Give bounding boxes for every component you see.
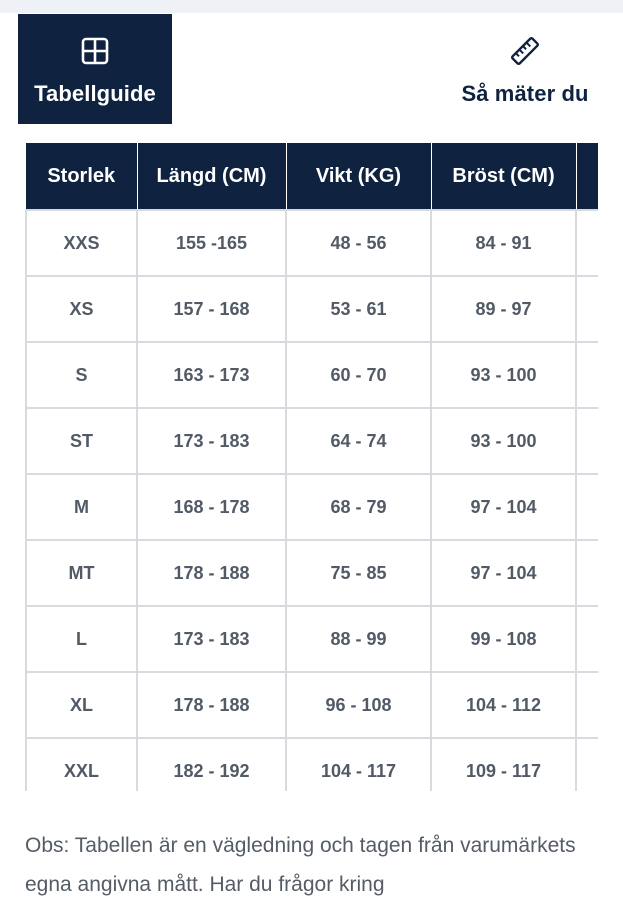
cell-size: MT xyxy=(26,540,137,606)
cell-chest: 104 - 112 xyxy=(431,672,576,738)
table-row xyxy=(26,672,598,738)
cell-size: L xyxy=(26,606,137,672)
cell-next xyxy=(576,672,598,738)
table-row xyxy=(26,342,598,408)
cell-length: 173 - 183 xyxy=(137,606,286,672)
size-table-scroll[interactable] xyxy=(25,143,598,791)
cell-chest: 93 - 100 xyxy=(431,408,576,474)
cell-chest: 97 - 104 xyxy=(431,474,576,540)
cell-size: ST xyxy=(26,408,137,474)
tab-how-to-measure-label: Så mäter du xyxy=(461,81,589,106)
cell-chest: 89 - 97 xyxy=(431,276,576,342)
cell-length: 182 - 192 xyxy=(137,738,286,791)
disclaimer-note: Obs: Tabellen är en vägledning och tagen från varumärkets egna angivna mått. Har du frågor kring xyxy=(25,834,576,896)
column-header-length: Längd (CM) xyxy=(137,143,286,210)
cell-next xyxy=(576,342,598,408)
cell-length: 157 - 168 xyxy=(137,276,286,342)
cell-weight: 88 - 99 xyxy=(286,606,431,672)
cell-size: S xyxy=(26,342,137,408)
column-header-weight: Vikt (KG) xyxy=(286,143,431,210)
table-row xyxy=(26,210,598,276)
cell-weight: 75 - 85 xyxy=(286,540,431,606)
table-row xyxy=(26,474,598,540)
cell-weight: 68 - 79 xyxy=(286,474,431,540)
cell-weight: 53 - 61 xyxy=(286,276,431,342)
size-table xyxy=(25,143,598,791)
grid-icon xyxy=(80,36,110,66)
tab-how-to-measure[interactable] xyxy=(455,14,595,124)
cell-size: XS xyxy=(26,276,137,342)
ruler-icon xyxy=(510,36,540,66)
column-header-chest: Bröst (CM) xyxy=(431,143,576,210)
cell-length: 168 - 178 xyxy=(137,474,286,540)
cell-size: M xyxy=(26,474,137,540)
cell-length: 173 - 183 xyxy=(137,408,286,474)
column-header-size: Storlek xyxy=(26,143,137,210)
table-row xyxy=(26,738,598,791)
table-row xyxy=(26,276,598,342)
cell-weight: 104 - 117 xyxy=(286,738,431,791)
cell-weight: 60 - 70 xyxy=(286,342,431,408)
cell-next xyxy=(576,408,598,474)
table-row xyxy=(26,606,598,672)
table-row xyxy=(26,540,598,606)
cell-weight: 96 - 108 xyxy=(286,672,431,738)
top-strip xyxy=(0,0,623,13)
cell-size: XXS xyxy=(26,210,137,276)
cell-next xyxy=(576,540,598,606)
cell-next xyxy=(576,474,598,540)
cell-chest: 84 - 91 xyxy=(431,210,576,276)
cell-length: 178 - 188 xyxy=(137,540,286,606)
tab-table-guide-label: Tabellguide xyxy=(34,81,156,106)
table-row xyxy=(26,408,598,474)
cell-chest: 97 - 104 xyxy=(431,540,576,606)
column-header-next xyxy=(576,143,598,210)
cell-size: XL xyxy=(26,672,137,738)
cell-size: XXL xyxy=(26,738,137,791)
cell-chest: 109 - 117 xyxy=(431,738,576,791)
cell-chest: 99 - 108 xyxy=(431,606,576,672)
cell-next xyxy=(576,606,598,672)
cell-length: 178 - 188 xyxy=(137,672,286,738)
cell-next xyxy=(576,276,598,342)
cell-next xyxy=(576,210,598,276)
tab-table-guide[interactable] xyxy=(18,14,172,124)
cell-chest: 93 - 100 xyxy=(431,342,576,408)
cell-weight: 64 - 74 xyxy=(286,408,431,474)
cell-weight: 48 - 56 xyxy=(286,210,431,276)
cell-length: 163 - 173 xyxy=(137,342,286,408)
table-header-row xyxy=(26,143,598,210)
cell-length: 155 -165 xyxy=(137,210,286,276)
cell-next xyxy=(576,738,598,791)
